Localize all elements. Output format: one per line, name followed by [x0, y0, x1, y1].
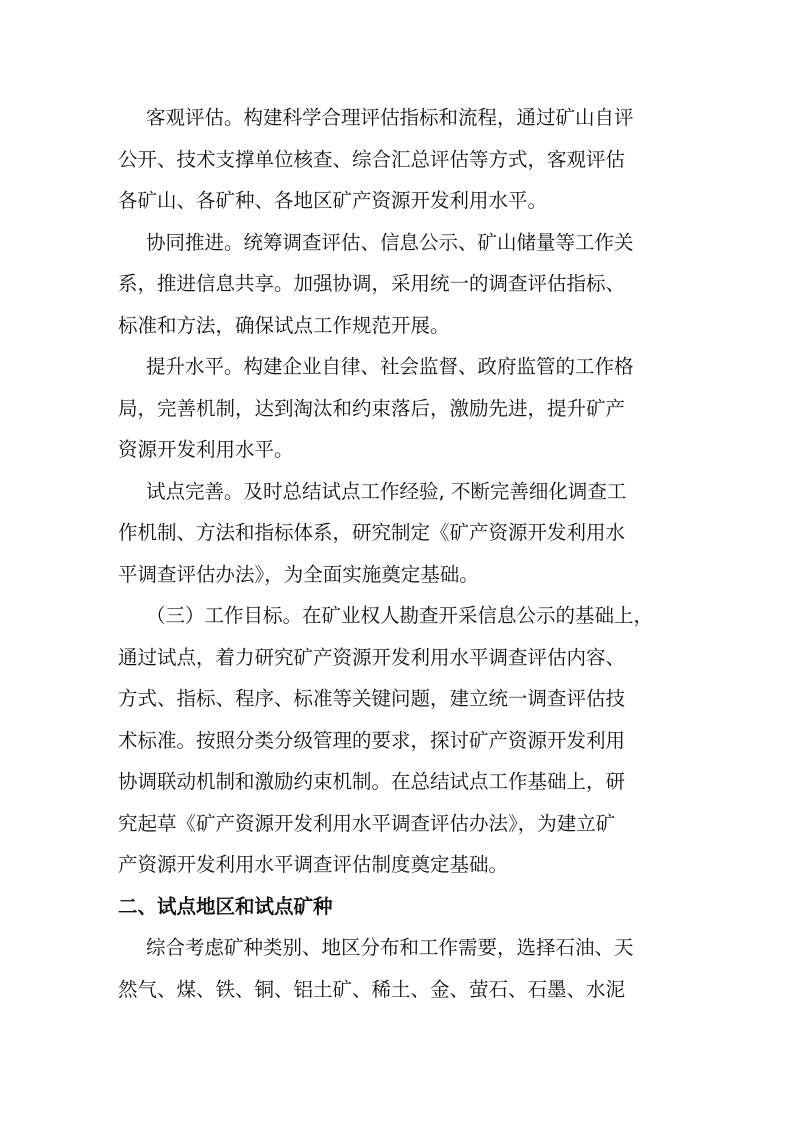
- text-line: 作机制、方法和指标体系，研究制定《矿产资源开发利用水: [118, 521, 626, 544]
- section-heading: 二、试点地区和试点矿种: [118, 894, 333, 918]
- paragraph-pilot-selection: [118, 927, 674, 1010]
- text-line: 平调查评估办法》，为全面实施奠定基础。: [118, 562, 479, 586]
- text-line: 产资源开发利用水平调查评估制度奠定基础。: [118, 853, 509, 876]
- text-line: 标准和方法，确保试点工作规范开展。: [118, 313, 450, 337]
- text-line: 术标准。按照分类分级管理的要求，探讨矿产资源开发利用: [118, 728, 626, 752]
- text-line: 各矿山、各矿种、各地区矿产资源开发利用水平。: [118, 189, 548, 212]
- text-line: 试点完善。及时总结试点工作经验, 不断完善细化调查工: [146, 479, 627, 503]
- paragraph-pilot-improve: [118, 471, 674, 596]
- text-line: 协调联动机制和激励约束机制。在总结试点工作基础上，研: [118, 770, 626, 793]
- paragraph-objective-evaluation: [118, 97, 674, 222]
- text-line: （三）工作目标。在矿业权人勘查开采信息公示的基础上，: [146, 604, 654, 627]
- text-line: 方式、指标、程序、标准等关键问题，建立统一调查评估技: [118, 687, 626, 710]
- text-line: 协同推进。统筹调查评估、信息公示、矿山储量等工作关: [146, 230, 634, 254]
- text-line: 提升水平。构建企业自律、社会监督、政府监管的工作格: [146, 355, 634, 378]
- text-line: 通过试点，着力研究矿产资源开发利用水平调查评估内容、: [118, 645, 626, 669]
- text-line: 综合考虑矿种类别、地区分布和工作需要，选择石油、天: [146, 936, 634, 959]
- text-line: 客观评估。构建科学合理评估指标和流程，通过矿山自评: [146, 106, 634, 129]
- text-line: 系，推进信息共享。加强协调，采用统一的调查评估指标、: [118, 272, 626, 295]
- text-line: 局，完善机制，达到淘汰和约束落后，激励先进，提升矿产: [118, 396, 626, 420]
- paragraph-raise-level: [118, 346, 674, 471]
- text-line: 公开、技术支撑单位核查、综合汇总评估等方式，客观评估: [118, 147, 626, 171]
- paragraph-work-goals: [118, 595, 674, 886]
- text-line: 资源开发利用水平。: [118, 438, 294, 461]
- paragraph-coordinated-advance: [118, 222, 674, 347]
- text-line: 然气、煤、铁、铜、铝土矿、稀土、金、萤石、石墨、水泥: [118, 977, 626, 1001]
- body-text: [118, 97, 674, 1010]
- text-line: 究起草《矿产资源开发利用水平调查评估办法》，为建立矿: [118, 811, 616, 835]
